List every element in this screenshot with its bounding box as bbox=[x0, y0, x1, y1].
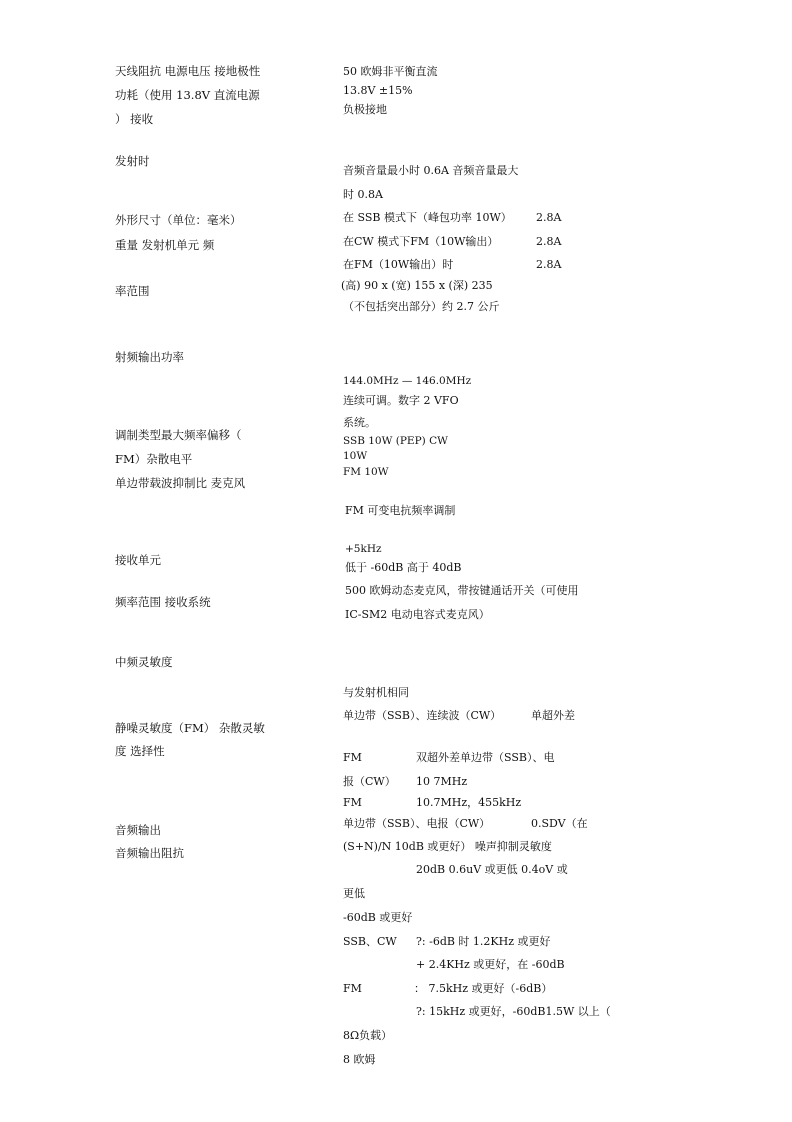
value-rf-output-ssb: SSB 10W (PEP) CW bbox=[343, 435, 448, 447]
label-transmit: 发射时 bbox=[115, 154, 150, 168]
label-rf-output: 射频输出功率 bbox=[115, 350, 184, 364]
label-receive-system: 频率范围 接收系统 bbox=[115, 595, 211, 609]
value-microphone-2: IC-SM2 电动电容式麦克风） bbox=[345, 608, 490, 621]
label-audio-output: 音频输出 bbox=[115, 823, 161, 837]
value-double-superhet: 双超外差单边带（SSB）、电 bbox=[416, 751, 555, 764]
label-antenna-power-ground: 天线阻抗 电源电压 接地极性 bbox=[115, 64, 261, 78]
label-if-sensitivity: 中频灵敏度 bbox=[115, 655, 173, 669]
value-selectivity-ssb: ?: -6dB 时 1.2KHz 或更好 bbox=[416, 935, 551, 948]
value-rf-output-fm: FM 10W bbox=[343, 466, 389, 478]
value-if-ssb: 10 7MHz bbox=[416, 775, 468, 788]
value-modulation: FM 可变电抗频率调制 bbox=[345, 504, 456, 517]
value-fm-label-2: FM bbox=[343, 796, 362, 809]
label-receive: ） 接收 bbox=[115, 112, 154, 126]
value-receive-ssb-cw: 单边带（SSB）、连续波（CW） bbox=[343, 709, 502, 722]
value-cw-label: 报（CW） bbox=[343, 775, 396, 788]
label-power-consumption: 功耗（使用 13.8V 直流电源 bbox=[115, 88, 260, 102]
value-selectivity-ssb-label: SSB、CW bbox=[343, 935, 397, 948]
label-dimensions: 外形尺寸（单位：毫米） bbox=[115, 213, 242, 227]
value-sensitivity-ssb: 单边带（SSB）、电报（CW） bbox=[343, 817, 491, 830]
label-weight-transmitter: 重量 发射机单元 频 bbox=[115, 238, 215, 252]
label-carrier-suppression: 单边带载波抑制比 麦克风 bbox=[115, 476, 246, 490]
label-frequency-range: 率范围 bbox=[115, 284, 150, 298]
value-receive-current-2: 时 0.8A bbox=[343, 188, 383, 201]
value-selectivity-fm-2: ?: 15kHz 或更好，-60dB1.5W 以上（ bbox=[416, 1005, 611, 1018]
value-if-fm: 10.7MHz，455kHz bbox=[416, 796, 522, 809]
value-microphone: 500 欧姆动态麦克风，带按键通话开关（可使用 bbox=[345, 584, 579, 597]
value-single-superhet: 单超外差 bbox=[531, 709, 575, 722]
label-receiver-unit: 接收单元 bbox=[115, 553, 161, 567]
value-receive-frequency: 与发射机相同 bbox=[343, 686, 409, 699]
label-modulation: 调制类型最大频率偏移（ bbox=[115, 428, 242, 442]
value-audio-output: 8Ω负载） bbox=[343, 1029, 393, 1042]
value-fm-label-1: FM bbox=[343, 751, 362, 764]
value-weight: （不包括突出部分）约 2.7 公斤 bbox=[343, 300, 500, 313]
value-ground-polarity: 负极接地 bbox=[343, 103, 387, 116]
value-tx-ssb-current: 2.8A bbox=[536, 211, 562, 224]
value-antenna-impedance: 50 欧姆非平衡直流 bbox=[343, 65, 438, 78]
value-selectivity-fm-label: FM bbox=[343, 982, 362, 995]
value-tx-fm-current: 2.8A bbox=[536, 258, 562, 271]
value-rf-output-cw: 10W bbox=[343, 450, 368, 462]
value-sensitivity-value: 0.SDV（在 bbox=[531, 817, 588, 830]
label-spurious: FM）杂散电平 bbox=[115, 452, 193, 466]
value-squelch: 20dB 0.6uV 或更低 0.4oV 或 bbox=[416, 863, 568, 876]
value-selectivity-fm: ： 7.5kHz 或更好（-6dB） bbox=[414, 982, 553, 995]
value-audio-impedance: 8 欧姆 bbox=[343, 1053, 376, 1066]
value-squelch-2: 更低 bbox=[343, 887, 365, 900]
value-spurious-suppression: 低于 -60dB 高于 40dB bbox=[345, 561, 462, 574]
label-squelch-sensitivity: 静噪灵敏度（FM） 杂散灵敏 bbox=[115, 721, 265, 735]
label-selectivity: 度 选择性 bbox=[115, 744, 165, 758]
value-sn-ratio: (S+N)/N 10dB 或更好） 噪声抑制灵敏度 bbox=[343, 840, 552, 853]
value-tuning-2: 系统。 bbox=[343, 416, 376, 429]
value-power-voltage: 13.8V ±15% bbox=[343, 84, 413, 97]
value-frequency-range: 144.0MHz — 146.0MHz bbox=[343, 375, 472, 387]
value-spurious-sensitivity: -60dB 或更好 bbox=[343, 911, 413, 924]
value-tuning: 连续可调。数字 2 VFO bbox=[343, 394, 459, 407]
label-audio-impedance: 音频输出阻抗 bbox=[115, 846, 184, 860]
value-tx-cw: 在CW 模式下FM（10W输出） bbox=[343, 235, 499, 248]
value-dimensions: (高) 90 x (宽) 155 x (深) 235 bbox=[341, 279, 493, 292]
value-tx-fm: 在FM（10W输出）时 bbox=[343, 258, 454, 271]
value-tx-ssb: 在 SSB 模式下（峰包功率 10W） bbox=[343, 211, 512, 224]
value-selectivity-ssb-2: + 2.4KHz 或更好，在 -60dB bbox=[416, 958, 565, 971]
value-receive-current: 音频音量最小时 0.6A 音频音量最大 bbox=[343, 164, 519, 177]
value-tx-cw-current: 2.8A bbox=[536, 235, 562, 248]
value-max-deviation: +5kHz bbox=[345, 543, 382, 555]
